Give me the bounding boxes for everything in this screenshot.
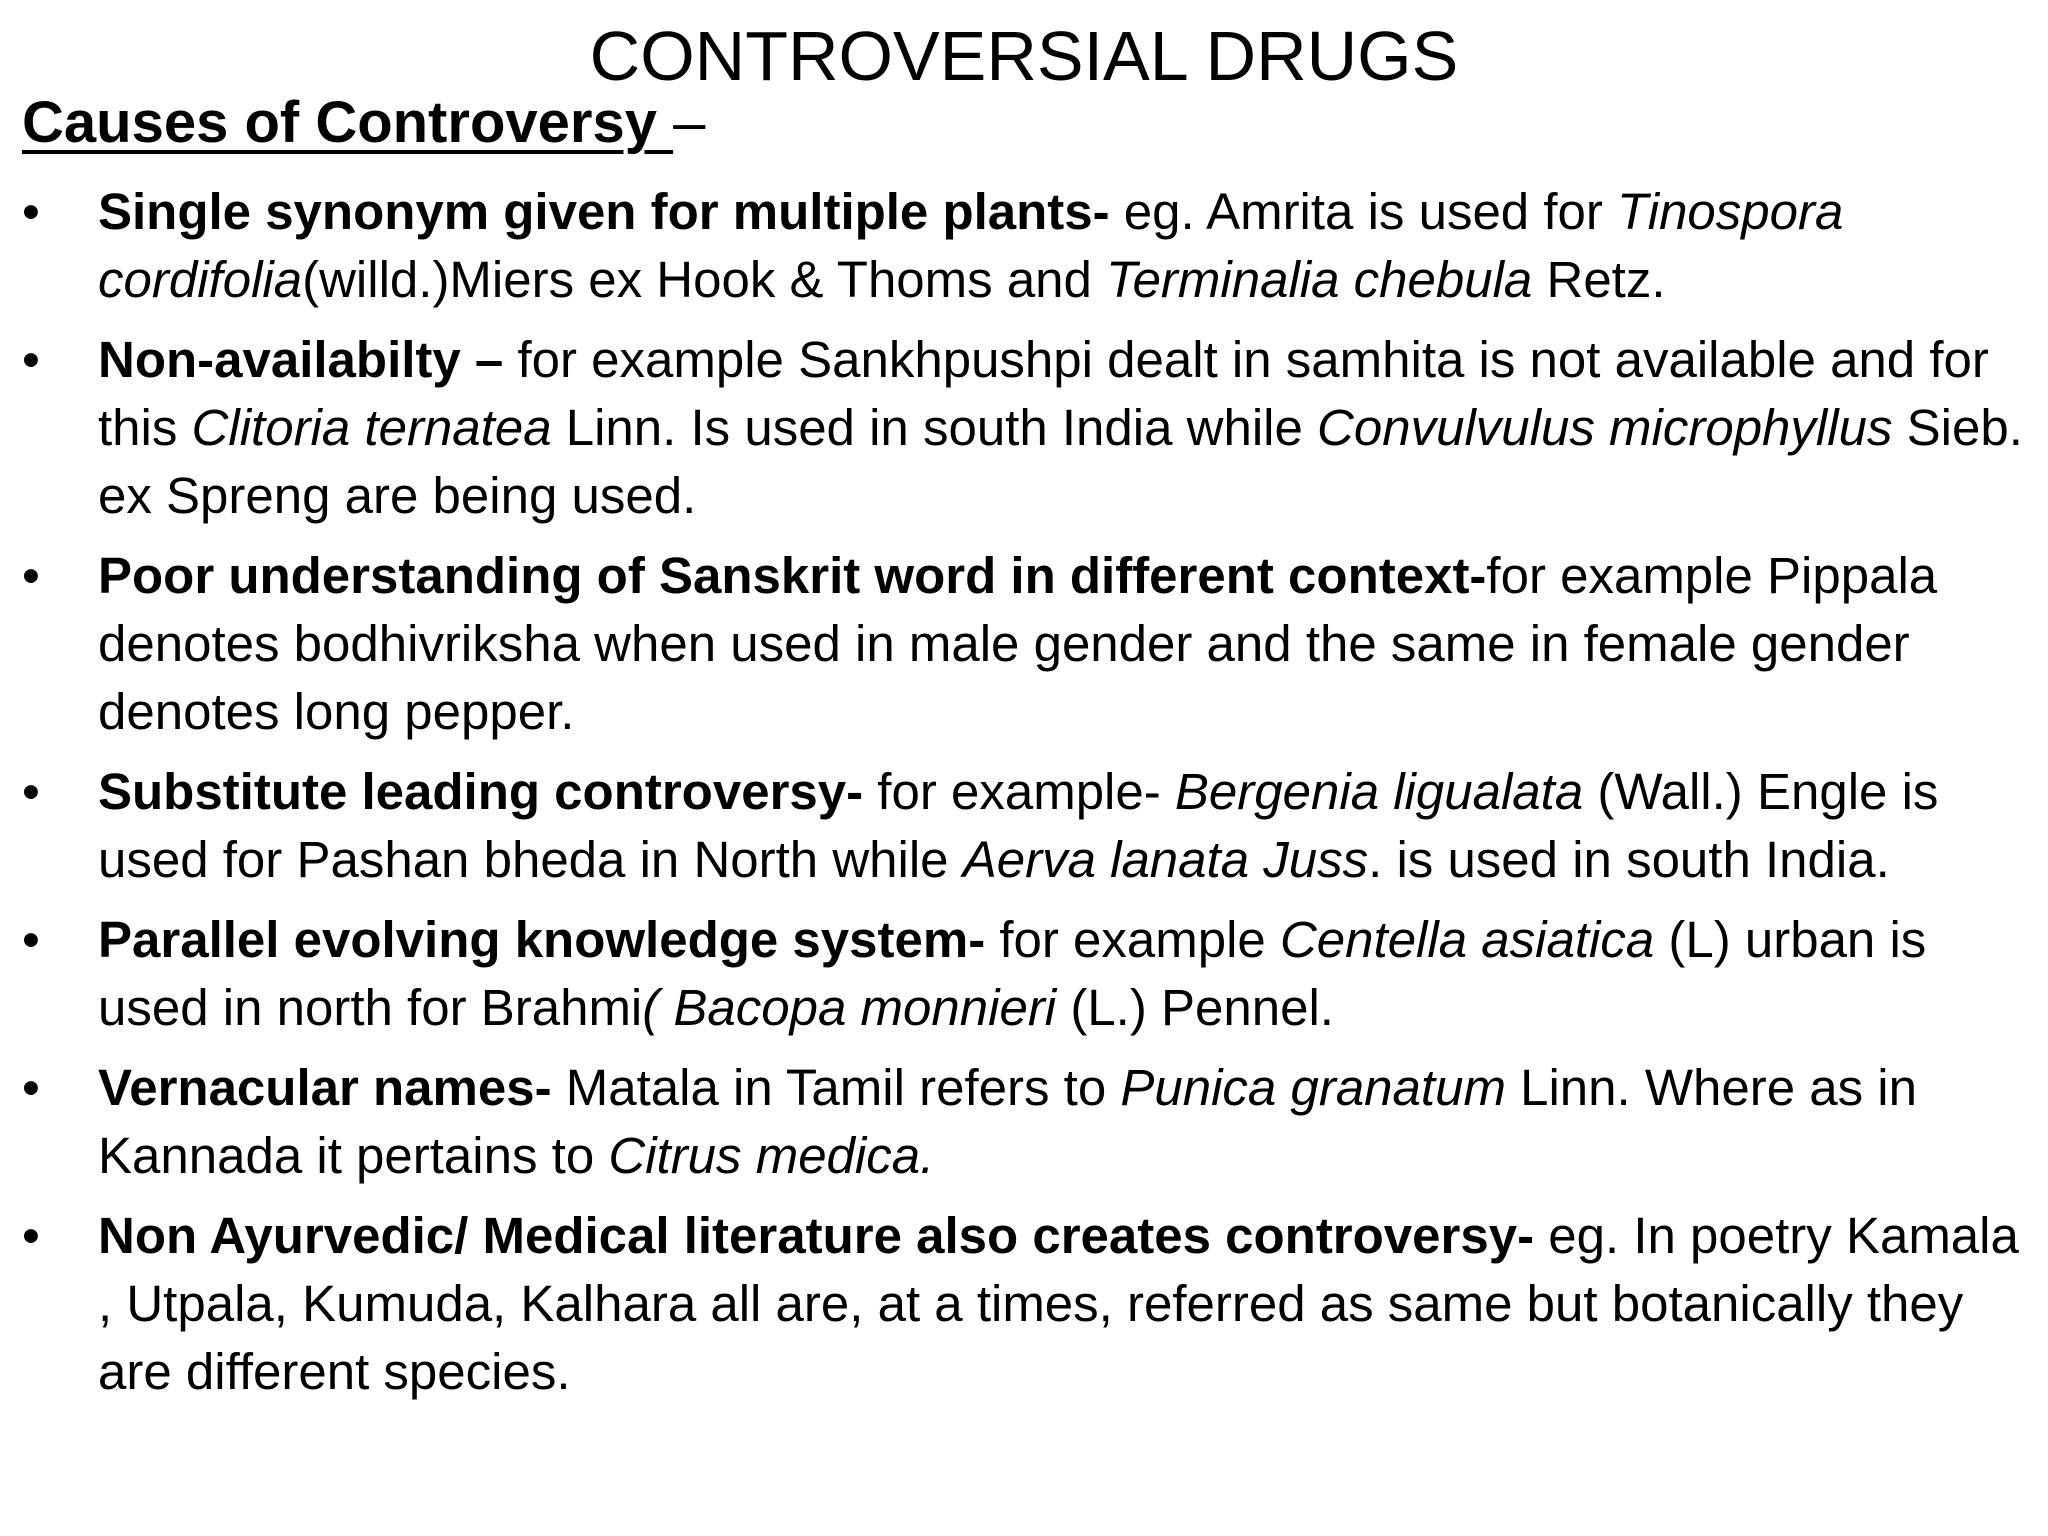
list-item <box>22 758 2032 894</box>
bullet-icon: • <box>22 331 40 388</box>
list-item <box>22 1202 2032 1406</box>
item-species: Clitoria ternatea <box>191 399 552 456</box>
list-item <box>22 326 2032 530</box>
list-item <box>22 1054 2032 1190</box>
item-heading: Single synonym given for multiple plants- <box>98 183 1110 240</box>
item-text: (Wall.) Engle is used for Pashan bheda in North while <box>98 763 1939 888</box>
item-species: Terminalia chebula <box>1106 251 1533 308</box>
list-item <box>22 178 2032 314</box>
item-text: (L.) Pennel. <box>1056 979 1334 1036</box>
section-heading-dash: – <box>673 90 706 155</box>
item-species: Centella asiatica <box>1279 911 1655 968</box>
item-species: Convulvulus microphyllus <box>1317 399 1893 456</box>
bullet-icon: • <box>22 1207 40 1264</box>
bullet-icon: • <box>22 547 40 604</box>
item-text: . is used in south India. <box>1368 831 1890 888</box>
item-text: Retz. <box>1532 251 1666 308</box>
item-text: Linn. Is used in south India while <box>551 399 1318 456</box>
item-heading: Parallel evolving knowledge system- <box>98 911 986 968</box>
item-text: Matala in Tamil refers to <box>551 1059 1121 1116</box>
bullet-icon: • <box>22 763 40 820</box>
item-heading: Vernacular names- <box>98 1059 552 1116</box>
bullet-icon: • <box>22 183 40 240</box>
item-text: (willd.)Miers ex Hook & Thoms and <box>302 251 1107 308</box>
item-text: for example Sankhpushpi dealt in samhita is not available and for this <box>98 331 1989 456</box>
slide-title: CONTROVERSIAL DRUGS <box>589 17 1459 95</box>
item-text: eg. In poetry Kamala , Utpala, Kumuda, Kalhara all are, at a times, referred as same but botanically they are different species. <box>98 1207 2019 1400</box>
item-text: for example <box>985 911 1280 968</box>
item-species: Bergenia ligualata <box>1174 763 1584 820</box>
item-text: for example Pippala denotes bodhivriksha when used in male gender and the same in female gender denotes long pepper. <box>98 547 1938 740</box>
item-species: Punica granatum <box>1120 1059 1506 1116</box>
bullet-icon: • <box>22 1059 40 1116</box>
section-heading-text: Causes of Controversy <box>22 90 674 155</box>
item-species: Citrus medica. <box>608 1127 935 1184</box>
bullet-icon: • <box>22 911 40 968</box>
item-text: eg. Amrita is used for <box>1109 183 1618 240</box>
item-text: for example- <box>863 763 1175 820</box>
item-text: Sieb. ex Spreng are being used. <box>98 399 2023 524</box>
item-heading: Substitute leading controversy- <box>98 763 864 820</box>
item-text: (L) urban is used in north for Brahmi <box>98 911 1927 1036</box>
item-heading: Non-availabilty – <box>98 331 504 388</box>
section-heading <box>22 88 705 158</box>
item-species: Aerva lanata Juss <box>962 831 1369 888</box>
item-species: ( Bacopa monnieri <box>642 979 1057 1036</box>
list-item <box>22 906 2032 1042</box>
item-heading: Poor understanding of Sanskrit word in different context- <box>98 547 1487 604</box>
causes-list <box>22 178 2032 1418</box>
list-item <box>22 542 2032 746</box>
item-text: Linn. Where as in Kannada it pertains to <box>98 1059 1917 1184</box>
item-species: Tinospora cordifolia <box>98 183 1844 308</box>
item-heading: Non Ayurvedic/ Medical literature also creates controversy- <box>98 1207 1535 1264</box>
